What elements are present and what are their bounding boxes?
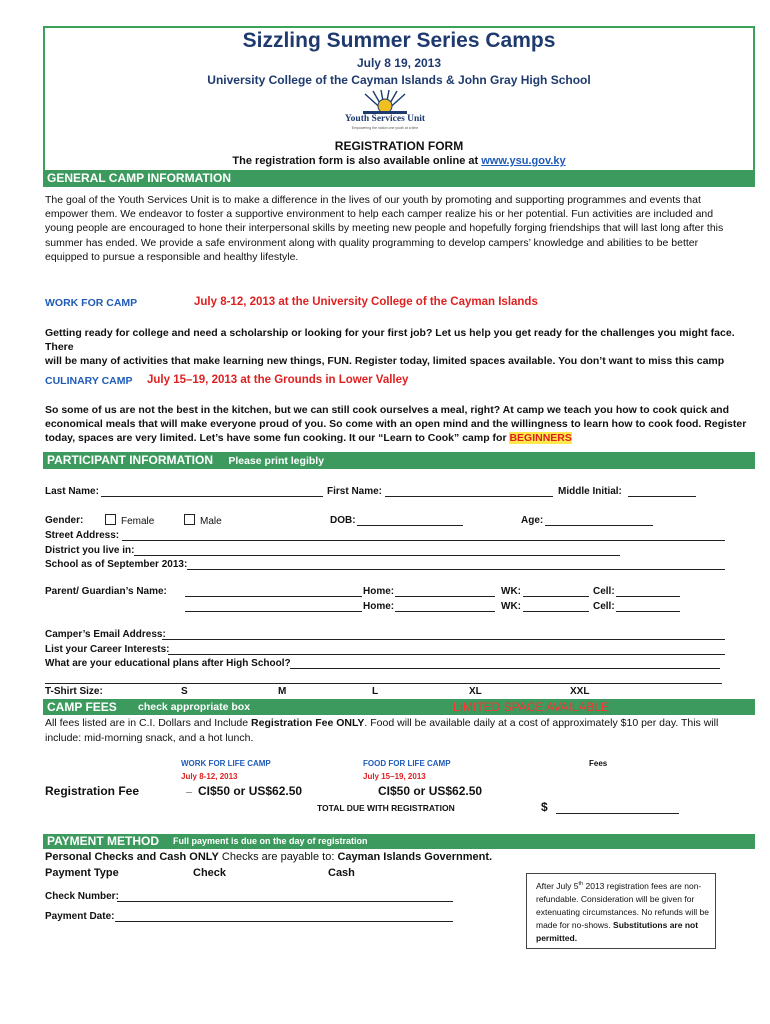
culinary-camp-when: July 15–19, 2013 at the Grounds in Lower Valley bbox=[147, 374, 409, 386]
camp-venue: University College of the Cayman Islands & John Gray High School bbox=[207, 73, 591, 87]
tshirt-label: T-Shirt Size: bbox=[45, 686, 103, 697]
dob-field[interactable] bbox=[357, 525, 463, 526]
payment-heading: PAYMENT METHOD Full payment is due on the day of registration bbox=[43, 834, 755, 849]
home-label-2: Home: bbox=[363, 601, 395, 612]
age-field[interactable] bbox=[545, 525, 653, 526]
camp2-date: July 15–19, 2013 bbox=[363, 772, 426, 781]
plans-label: What are your educational plans after High School? bbox=[45, 658, 291, 669]
logo-name: Youth Services Unit bbox=[344, 114, 426, 124]
dob-label: DOB: bbox=[330, 515, 356, 526]
culinary-camp-label: CULINARY CAMP bbox=[45, 375, 133, 387]
participant-heading: PARTICIPANT INFORMATION Please print legibly bbox=[43, 452, 755, 469]
parent-name-field-1[interactable] bbox=[185, 596, 362, 597]
general-info-heading: GENERAL CAMP INFORMATION bbox=[43, 170, 755, 187]
camp1-date: July 8-12, 2013 bbox=[181, 772, 238, 781]
first-name-field[interactable] bbox=[385, 496, 553, 497]
parent-label: Parent/ Guardian’s Name: bbox=[45, 586, 167, 597]
work-camp-when: July 8-12, 2013 at the University College of the Cayman Islands bbox=[194, 296, 538, 308]
cell-label-2: Cell: bbox=[593, 601, 615, 612]
email-label: Camper’s Email Address: bbox=[45, 629, 166, 640]
payment-check-option[interactable]: Check bbox=[193, 867, 227, 879]
work-phone-field-2[interactable] bbox=[523, 611, 589, 612]
age-label: Age: bbox=[521, 515, 544, 526]
camp2-name: FOOD FOR LIFE CAMP bbox=[363, 759, 451, 768]
career-field[interactable] bbox=[168, 654, 725, 655]
refund-policy-box: After July 5th 2013 registration fees are non-refundable. Consideration will be given for extenuating circumstances. No refunds will be made for no-shows. Substitutions are not permitted. bbox=[526, 873, 716, 949]
tshirt-size-xxl[interactable]: XXL bbox=[570, 686, 590, 697]
gender-label: Gender: bbox=[45, 515, 84, 526]
tshirt-size-xl[interactable]: XL bbox=[469, 686, 482, 697]
home-phone-field-2[interactable] bbox=[395, 611, 495, 612]
last-name-field[interactable] bbox=[101, 496, 323, 497]
street-field[interactable] bbox=[122, 540, 725, 541]
total-due-field[interactable] bbox=[556, 813, 679, 814]
online-note: The registration form is also available online at www.ysu.gov.ky bbox=[232, 155, 566, 167]
fees-note: All fees listed are in C.I. Dollars and Include Registration Fee ONLY. Food will be available daily at a cost of approximately $10 per day. This will include: mid-morning snack, and a hot lunch. bbox=[45, 717, 719, 744]
registration-fee-label: Registration Fee bbox=[45, 784, 140, 798]
beginners-highlight: BEGINNERS bbox=[509, 432, 572, 445]
female-checkbox[interactable] bbox=[105, 514, 116, 525]
camp-fees-heading: CAMP FEES check appropriate box LIMITED SPACE AVAILABLE bbox=[43, 699, 755, 715]
payment-date-label: Payment Date: bbox=[45, 911, 115, 922]
wk-label-2: WK: bbox=[501, 601, 521, 612]
logo-tagline: Empowering the nation one youth at a time bbox=[351, 126, 419, 130]
ysu-website-link[interactable]: www.ysu.gov.ky bbox=[481, 155, 566, 167]
last-name-label: Last Name: bbox=[45, 486, 99, 497]
tshirt-size-s[interactable]: S bbox=[181, 686, 188, 697]
gender-male-option[interactable]: Male bbox=[184, 514, 222, 527]
district-label: District you live in: bbox=[45, 545, 135, 556]
career-label: List your Career Interests: bbox=[45, 644, 170, 655]
email-field[interactable] bbox=[162, 639, 725, 640]
home-label-1: Home: bbox=[363, 586, 395, 597]
cell-phone-field-2[interactable] bbox=[616, 611, 680, 612]
street-label: Street Address: bbox=[45, 530, 120, 541]
camp-title: Sizzling Summer Series Camps bbox=[242, 29, 556, 52]
form-title: REGISTRATION FORM bbox=[334, 139, 464, 153]
plans-field-2[interactable] bbox=[45, 683, 722, 684]
camp1-checkbox[interactable] bbox=[186, 792, 192, 793]
plans-field[interactable] bbox=[290, 668, 720, 669]
male-checkbox[interactable] bbox=[184, 514, 195, 525]
camp1-name: WORK FOR LIFE CAMP bbox=[181, 759, 271, 768]
school-label: School as of September 2013: bbox=[45, 559, 188, 570]
payment-date-field[interactable] bbox=[115, 921, 453, 922]
payable-note: Personal Checks and Cash ONLY Checks are payable to: Cayman Islands Government. bbox=[45, 851, 493, 863]
camp2-price: CI$50 or US$62.50 bbox=[378, 784, 483, 798]
check-number-field[interactable] bbox=[117, 901, 453, 902]
tshirt-size-m[interactable]: M bbox=[278, 686, 287, 697]
check-number-label: Check Number: bbox=[45, 891, 119, 902]
dollar-sign: $ bbox=[541, 800, 548, 814]
school-field[interactable] bbox=[187, 569, 725, 570]
work-camp-text: Getting ready for college and need a scholarship or looking for your first job? Let us help you get ready for the challenges you might face. There will be many of activities that make learning new things, FUN. Register today, limited spaces available. You don’t want to miss this camp bbox=[45, 327, 735, 368]
parent-name-field-2[interactable] bbox=[185, 611, 362, 612]
wk-label-1: WK: bbox=[501, 586, 521, 597]
cell-label-1: Cell: bbox=[593, 586, 615, 597]
payment-cash-option[interactable]: Cash bbox=[328, 867, 355, 879]
total-due-label: TOTAL DUE WITH REGISTRATION bbox=[317, 803, 455, 813]
fees-column-label: Fees bbox=[589, 759, 608, 768]
tshirt-size-l[interactable]: L bbox=[372, 686, 379, 697]
middle-initial-field[interactable] bbox=[628, 496, 696, 497]
camp-dates: July 8 19, 2013 bbox=[356, 56, 442, 70]
district-field[interactable] bbox=[134, 555, 620, 556]
gender-female-option[interactable]: Female bbox=[105, 514, 154, 527]
home-phone-field-1[interactable] bbox=[395, 596, 495, 597]
work-camp-label: WORK FOR CAMP bbox=[45, 297, 138, 309]
first-name-label: First Name: bbox=[327, 486, 383, 497]
limited-space-note: LIMITED SPACE AVAILABLE bbox=[453, 700, 610, 714]
ysu-logo bbox=[344, 90, 426, 132]
middle-initial-label: Middle Initial: bbox=[558, 486, 622, 497]
payment-type-label: Payment Type bbox=[45, 867, 119, 879]
general-info-text: The goal of the Youth Services Unit is to make a difference in the lives of our youth by promoting and supporting programmes and events that empower them. We endeavor to foster a supportive environment to help each camper realize his or her potential. Fun activities are included and young people are encouraged to hone their interpersonal skills by meeting new people and hopefully forging friendships that will last long after this summer has ended. We provide a safe environment along with quality programming to develop campers’ knowledge and abilities to be better equipped to pursue a responsible and healthy lifestyle. bbox=[45, 194, 724, 263]
work-phone-field-1[interactable] bbox=[523, 596, 589, 597]
cell-phone-field-1[interactable] bbox=[616, 596, 680, 597]
camp1-price: CI$50 or US$62.50 bbox=[198, 784, 303, 798]
culinary-camp-text: So some of us are not the best in the kitchen, but we can still cook ourselves a meal, right? At camp we teach you how to cook quick and economical meals that will make everyone proud of you. So come with an open mind and the willingness to learn how to cook food. Register today, spaces are very limited. Let’s have some fun cooking. It our “Learn to Cook” camp for BEGINNERS bbox=[45, 404, 747, 445]
